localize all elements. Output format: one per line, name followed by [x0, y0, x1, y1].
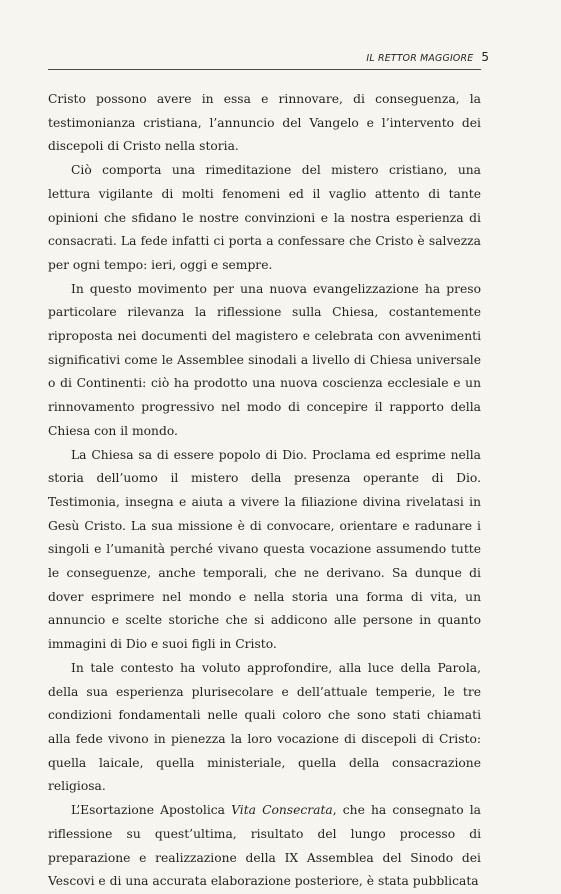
- paragraph: In questo movimento per una nuova evangelizzazione ha preso particolare rilevanza la riflessione sulla Chiesa, costantemente riproposta nei documenti del magistero e celebrata con avvenimenti significativi come le Assemblee sinodali a livello di Chiesa universale o di Continenti: ciò ha prodotto una nuova coscienza ecclesiale e un rinnovamento progressivo nel modo di concepire il rapporto della Chiesa con il mondo.: [48, 281, 481, 438]
- document-title-italic: Vita Consecrata: [231, 803, 333, 818]
- running-header: [366, 50, 489, 64]
- header-rule: [48, 69, 481, 70]
- exhortation-text-rest: , che ha consegnato la riflessione su quest’ultima, risultato del lungo processo di preparazione e realizzazione della IX Assemblea del Sinodo dei Vescovi e di una accurata elaborazione posteriore, è stata pubblicata: [48, 803, 481, 889]
- paragraph-continuation: Cristo possono avere in essa e rinnovare, di conseguenza, la testimonianza cristiana, l’annuncio del Vangelo e l’intervento dei discepoli di Cristo nella storia.: [48, 92, 481, 154]
- paragraph: La Chiesa sa di essere popolo di Dio. Proclama ed esprime nella storia dell’uomo il mistero della presenza operante di Dio. Testimonia, insegna e aiuta a vivere la filiazione divina rivelatasi in Gesù Cristo. La sua missione è di convocare, orientare e radunare i singoli e l’umanità perché vivano questa vocazione assumendo tutte le conseguenze, anche temporali, che ne derivano. Sa dunque di dover esprimere nel mondo e nella storia una forma di vita, un annuncio e scelte storiche che si addicono alle persone in quanto immagini di Dio e suoi figli in Cristo.: [48, 447, 481, 652]
- paragraph-exhortation: [48, 799, 481, 894]
- exhortation-text-lead: L’Esortazione Apostolica: [71, 803, 232, 818]
- paragraph: In tale contesto ha voluto approfondire, alla luce della Parola, della sua esperienza plurisecolare e dell’attuale temperie, le tre condizioni fondamentali nelle quali coloro che sono stati chiamati alla fede vivono in pienezza la loro vocazione di discepoli di Cristo: quella laicale, quella ministeriale, quella della consacrazione religiosa.: [48, 660, 481, 794]
- page-number: 5: [481, 50, 489, 64]
- paragraph: Ciò comporta una rimeditazione del mistero cristiano, una lettura vigilante di molti fenomeni ed il vaglio attento di tante opinioni che sfidano le nostre convinzioni e la nostra esperienza di consacrati. La fede infatti ci porta a confessare che Cristo è salvezza per ogni tempo: ieri, oggi e sempre.: [48, 163, 481, 272]
- body-text: [48, 88, 481, 894]
- running-title: IL RETTOR MAGGIORE: [366, 53, 474, 64]
